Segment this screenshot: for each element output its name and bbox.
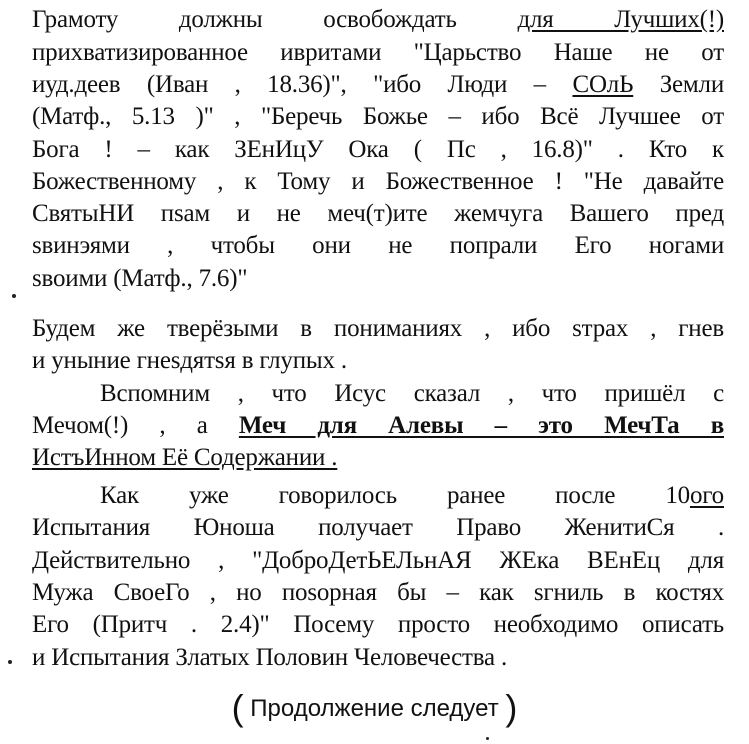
scan-speck [486,737,489,740]
text-line [32,577,724,609]
text-line [32,345,724,377]
text-run: Грамоту должны освобождать [32,6,518,33]
text-line [32,442,724,474]
text-run: Земли [633,71,724,98]
text-run: Вспомним , что Исус сказал , что пришёл с [100,380,724,407]
text-run: Мечом(!) , а [32,412,239,439]
continuation-note [0,688,749,729]
text-line [32,313,724,345]
underlined-phrase: Меч для Алевы – это МечТа в [238,412,725,439]
text-line [100,378,724,410]
underlined-phrase: для Лучших(!) [517,6,724,33]
text-run: sвоими (Матф., 7.6)" [32,265,248,292]
text-run: СвятыНИ пsам и не меч(т)ите жемчуга Вашего пред [32,200,724,227]
text-run: и уныние гнеsдятsя в глупых . [32,347,347,374]
text-run: Божественному , к Тому и Божественное ! "Не давайте [32,168,724,195]
text-line [32,134,724,166]
text-run: прихватизированное ивритами "Царьство Наше не от [32,39,724,66]
text-line [32,230,724,262]
text-line [32,609,724,641]
text-run: sвинэями , чтобы они не попрали Его ногами [32,232,724,259]
text-line [32,4,724,36]
scan-speck [12,294,16,298]
close-paren: ) [505,687,518,728]
text-line [32,69,724,101]
text-line [32,198,724,230]
text-run: Действительно , "ДоброДетЬЕЛьнАЯ ЖЕка ВЕнЕц для [32,547,724,574]
text-run: и Испытания Златых Половин Человечества . [32,644,508,671]
text-run: Испытания Юноша получает Право ЖенитиСя . [32,514,724,541]
text-line [100,480,724,512]
text-run: Его (Притч . 2.4)" Посему просто необходимо описать [32,611,724,638]
text-run: иуд.деев (Иван , 18.36)", "ибо Люди – [32,71,573,98]
text-line [32,512,724,544]
text-run: (Матф., 5.13 )" , "Беречь Божье – ибо Всё Лучшее от [32,103,724,130]
text-run: Будем же тверёзыми в пониманиях , ибо sтрах , гнев [32,315,724,342]
open-paren: ( [231,687,244,728]
text-line [32,101,724,133]
text-run: Как уже говорилось ранее после 10 [100,482,690,509]
text-line [32,545,724,577]
text-line [32,263,724,295]
text-line [32,642,724,674]
underlined-phrase: ого [689,482,724,509]
text-line [32,37,724,69]
text-line [32,166,724,198]
continuation-text: Продолжение следует [250,695,499,722]
scan-speck [8,660,12,664]
text-run: Бога ! – как ЗЕнИцУ Ока ( Пс , 16.8)" . Кто к [32,136,724,163]
underlined-phrase: ИстъИнном Её Содержании . [32,444,338,471]
text-line [32,410,724,442]
underlined-phrase: СОлЬ [572,71,634,98]
text-run: Мужа СвоеГо , но поsорная бы – как sгниль в костях [32,579,724,606]
